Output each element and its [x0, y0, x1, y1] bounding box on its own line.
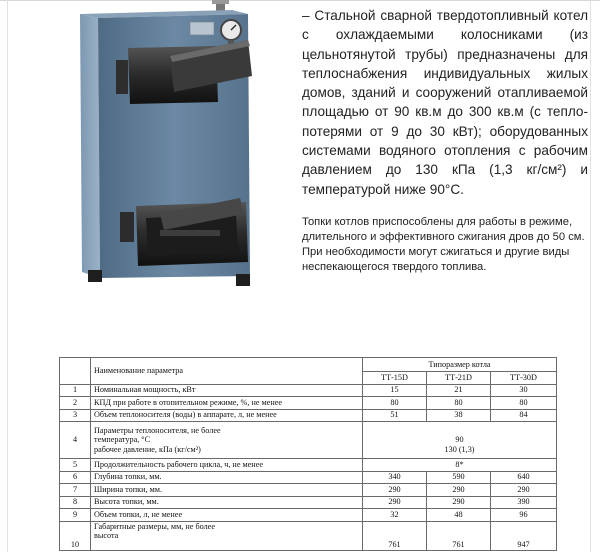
boiler-photo — [40, 0, 302, 292]
param-name-line: Параметры теплоносителя, не более — [94, 425, 221, 435]
param-name: Глубина топки, мм. — [91, 471, 363, 484]
param-name-line: высота — [94, 531, 119, 541]
param-name: Объем теплоносителя (воды) в аппарате, л, не менее — [91, 409, 363, 422]
param-name: Номинальная мощность, кВт — [91, 384, 363, 397]
param-value: 947 — [491, 521, 557, 550]
table-row — [60, 397, 557, 410]
param-value: 48 — [427, 509, 491, 522]
row-number: 8 — [60, 496, 91, 509]
param-value: 80 — [427, 397, 491, 410]
table-row-number-header — [60, 358, 91, 385]
page-frame-left — [7, 0, 8, 552]
param-value: 290 — [427, 496, 491, 509]
param-value: 590 — [427, 471, 491, 484]
param-name — [91, 422, 363, 459]
table-row — [60, 496, 557, 509]
row-number: 3 — [60, 409, 91, 422]
param-value: 21 — [427, 384, 491, 397]
table-row — [60, 521, 557, 550]
row-number: 9 — [60, 509, 91, 522]
param-value: 38 — [427, 409, 491, 422]
boiler-size-header: Типоразмер котла — [363, 358, 557, 372]
row-number: 2 — [60, 397, 91, 410]
param-value: 290 — [491, 484, 557, 497]
model-header: ТТ-15D — [363, 372, 427, 385]
param-name: КПД при работе в отопительном режиме, %, не менее — [91, 397, 363, 410]
table-row — [60, 409, 557, 422]
param-name: Высота топки, мм. — [91, 496, 363, 509]
param-value: 640 — [491, 471, 557, 484]
param-name: Ширина топки, мм. — [91, 484, 363, 497]
param-value: 761 — [363, 521, 427, 550]
param-value: 96 — [491, 509, 557, 522]
param-value: 340 — [363, 471, 427, 484]
row-number: 7 — [60, 484, 91, 497]
param-value: 390 — [491, 496, 557, 509]
param-name-line: рабочее давление, кПа (кг/см²) — [94, 444, 201, 454]
param-value-line — [366, 426, 553, 436]
param-value-merged: 8* — [363, 459, 557, 472]
param-name: Продолжительность рабочего цикла, ч, не менее — [91, 459, 363, 472]
table-header-row — [60, 358, 557, 372]
param-name-line: Габаритные размеры, мм, не более — [94, 521, 215, 531]
row-number: 4 — [60, 422, 91, 459]
param-value: 290 — [427, 484, 491, 497]
param-name-header: Наименование параметра — [91, 358, 363, 385]
table-row — [60, 509, 557, 522]
param-value: 290 — [363, 484, 427, 497]
model-header: ТТ-21D — [427, 372, 491, 385]
param-value: 30 — [491, 384, 557, 397]
specifications-table — [59, 357, 557, 551]
row-number: 6 — [60, 471, 91, 484]
table-row — [60, 422, 557, 459]
param-value: 290 — [363, 496, 427, 509]
table-row — [60, 484, 557, 497]
param-name — [91, 521, 363, 550]
param-value: 80 — [491, 397, 557, 410]
page-frame-right — [590, 0, 591, 552]
table-row — [60, 459, 557, 472]
row-number: 10 — [60, 521, 91, 550]
param-value: 32 — [363, 509, 427, 522]
row-number: 5 — [60, 459, 91, 472]
param-name-line: температура, °С — [94, 435, 151, 445]
param-value: 51 — [363, 409, 427, 422]
param-value-line: 90 — [455, 435, 464, 445]
table-row — [60, 471, 557, 484]
param-value: 84 — [491, 409, 557, 422]
table-row — [60, 384, 557, 397]
param-value: 80 — [363, 397, 427, 410]
row-number: 1 — [60, 384, 91, 397]
intro-paragraph-1: – Стальной сварной твердотопливный котел с охлаждаемыми колосниками (из цельнотянутой трубы) предназначены для теплоснабжения индивидуальных жилых домов, зданий и сооружений отапливаемой площадью от 90 кв.м до 300 кв.м (с тепло-потерями от 9 до 30 кВт); оборудованных системами водяного отопления с рабочим давлением до 130 кПа (1,3 кг/см²) и температурой ниже 90°С. — [302, 8, 588, 197]
param-value-line: 130 (1,3) — [444, 444, 475, 454]
param-name: Объем топки, л, не менее — [91, 509, 363, 522]
param-value-merged — [363, 422, 557, 459]
param-value: 15 — [363, 384, 427, 397]
model-header: ТТ-30D — [491, 372, 557, 385]
param-value: 761 — [427, 521, 491, 550]
intro-paragraph-2: Топки котлов приспособлены для работы в режиме, длительного и эффективного сжигания дров до 50 см. При необходимости могут сжигаться и другие виды неспекающегося твердого топлива. — [302, 216, 585, 273]
